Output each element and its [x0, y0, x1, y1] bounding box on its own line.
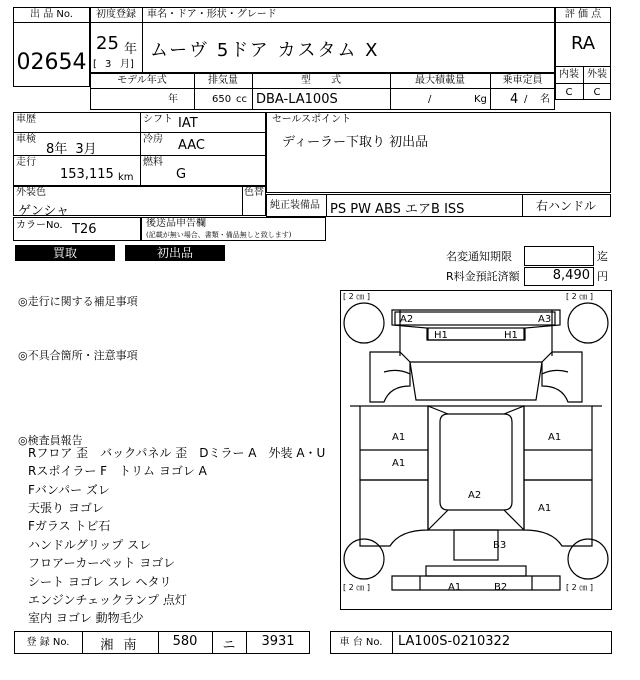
report-line: 天張り ヨゴレ — [28, 501, 104, 515]
type-label: 型 式 — [301, 75, 341, 86]
damage-code: B2 — [494, 582, 508, 593]
capacity-unit: 名 — [540, 94, 550, 105]
damage-code: A1 — [392, 458, 406, 469]
capacity-sep: / — [524, 94, 528, 105]
recycle-label: R料金預託済額 — [446, 270, 520, 283]
damage-code: A1 — [392, 432, 406, 443]
reg-label: 登 録 No. — [26, 637, 70, 648]
max-load-value: / — [428, 94, 432, 105]
inspection-value: 8年 3月 — [46, 142, 97, 157]
exterior-label: 外装 — [587, 69, 607, 80]
damage-code: A2 — [468, 490, 482, 501]
shift-label: シフト — [143, 114, 173, 125]
color-no-label: カラーNo. — [16, 220, 63, 231]
corner-tr-label: [ 2 ㎝ ] — [566, 292, 593, 301]
report-line: Fバンパー ズレ — [28, 483, 110, 497]
buy-tag: 買取 — [15, 245, 115, 261]
type-value: DBA-LA100S — [256, 92, 338, 107]
reg-year-unit: 年 — [124, 42, 138, 57]
docs-label: 後送品申告欄 — [146, 218, 206, 229]
lot-label: 出 品 No. — [30, 9, 73, 20]
damage-code: B3 — [493, 540, 507, 551]
name-change-box — [524, 246, 594, 266]
interior-label: 内装 — [559, 69, 579, 80]
aircon-value: AAC — [178, 138, 205, 153]
first-listing-tag: 初出品 — [125, 245, 225, 261]
damage-code: A3 — [538, 314, 552, 325]
mileage-unit: km — [118, 172, 134, 183]
inspector-title: ◎検査員報告 — [18, 434, 83, 447]
lot-number: 02654 — [16, 50, 87, 75]
reg-area: 湘 南 — [100, 638, 140, 653]
sales-label: セールスポイント — [272, 114, 352, 125]
corner-bl-label: [ 2 ㎝ ] — [343, 583, 370, 592]
equipment-value: PS PW ABS エアB ISS — [330, 202, 465, 217]
reg-number: 3931 — [261, 634, 295, 649]
chassis-number: LA100S-0210322 — [398, 634, 511, 649]
shift-value: IAT — [178, 116, 198, 131]
fuel-value: G — [176, 167, 187, 182]
chassis-label: 車 台 No. — [339, 637, 383, 648]
inspection-label: 車検 — [16, 134, 36, 145]
docs-note: (記載が無い場合、書類・備品無しと致します) — [146, 231, 292, 239]
report-line: Rフロア 歪 バックパネル 歪 Dミラー A 外装 A・U — [28, 446, 326, 460]
report-line: ハンドルグリップ スレ — [28, 538, 152, 552]
report-line: フロアーカーペット ヨゴレ — [28, 556, 176, 570]
grade-value: RA — [570, 33, 596, 54]
model-year-label: モデル年式 — [117, 75, 167, 86]
ext-color-label: 外装色 — [16, 187, 46, 198]
interior-grade: C — [565, 87, 573, 98]
car-diagram — [340, 290, 612, 610]
report-line: Rスポイラー F トリム ヨゴレ A — [28, 464, 207, 478]
displacement-label: 排気量 — [208, 75, 238, 86]
sales-text: ディーラー下取り 初出品 — [282, 135, 429, 150]
report-line: エンジンチェックランプ 点灯 — [28, 593, 187, 607]
max-load-label: 最大積載量 — [415, 75, 465, 86]
fuel-label: 燃料 — [143, 157, 163, 168]
report-line: Fガラス トビ石 — [28, 519, 111, 533]
vehicle-name: ムーヴ 5ドア カスタム X — [150, 40, 380, 61]
mileage-label: 走行 — [16, 157, 36, 168]
recycle-value: 8,490 — [552, 268, 590, 283]
damage-code: H1 — [504, 330, 518, 341]
first-reg-label: 初度登録 — [96, 9, 136, 20]
reg-month-open: [ — [93, 59, 97, 70]
capacity-value: 4 — [510, 92, 519, 107]
history-label: 車歴 — [16, 114, 36, 125]
reg-class: 580 — [172, 634, 198, 649]
mileage-value: 153,115 — [60, 167, 114, 182]
color-no-value: T26 — [72, 222, 97, 237]
name-change-label: 名変通知期限 — [446, 250, 512, 263]
capacity-label: 乗車定員 — [502, 75, 543, 86]
report-line: 室内 ヨゴレ 動物毛少 — [28, 611, 144, 625]
reg-year: 25 — [96, 33, 119, 54]
ext-color-value: ゲンシャ — [18, 204, 70, 219]
reg-kana: ニ — [222, 638, 236, 653]
corner-br-label: [ 2 ㎝ ] — [566, 583, 593, 592]
damage-code: A1 — [548, 432, 562, 443]
reg-month-close: 月] — [120, 59, 134, 70]
report-line: シート ヨゴレ スレ ヘタリ — [28, 575, 172, 589]
exterior-grade: C — [593, 87, 601, 98]
displacement-value: 650 — [212, 94, 232, 105]
steering-value: 右ハンドル — [536, 199, 597, 213]
damage-code: A2 — [400, 314, 414, 325]
grade-label: 評 価 点 — [564, 9, 602, 20]
aircon-label: 冷房 — [143, 134, 163, 145]
reg-month: 3 — [105, 59, 112, 70]
damage-code: A1 — [538, 503, 552, 514]
model-year-unit: 年 — [168, 94, 178, 105]
displacement-unit: cc — [236, 94, 247, 105]
color-change-label: 色替 — [244, 187, 264, 198]
name-change-unit: 迄 — [597, 250, 608, 263]
damage-code: H1 — [434, 330, 448, 341]
corner-tl-label: [ 2 ㎝ ] — [343, 292, 370, 301]
max-load-unit: Kg — [474, 94, 487, 105]
vehicle-label: 車名・ドア・形状・グレード — [147, 9, 277, 20]
defects-title: ◎不具合箇所・注意事項 — [18, 349, 138, 362]
equipment-label: 純正装備品 — [270, 200, 320, 211]
damage-code: A1 — [448, 582, 462, 593]
recycle-unit: 円 — [597, 270, 608, 283]
driving-remarks-title: ◎走行に関する補足事項 — [18, 295, 138, 308]
